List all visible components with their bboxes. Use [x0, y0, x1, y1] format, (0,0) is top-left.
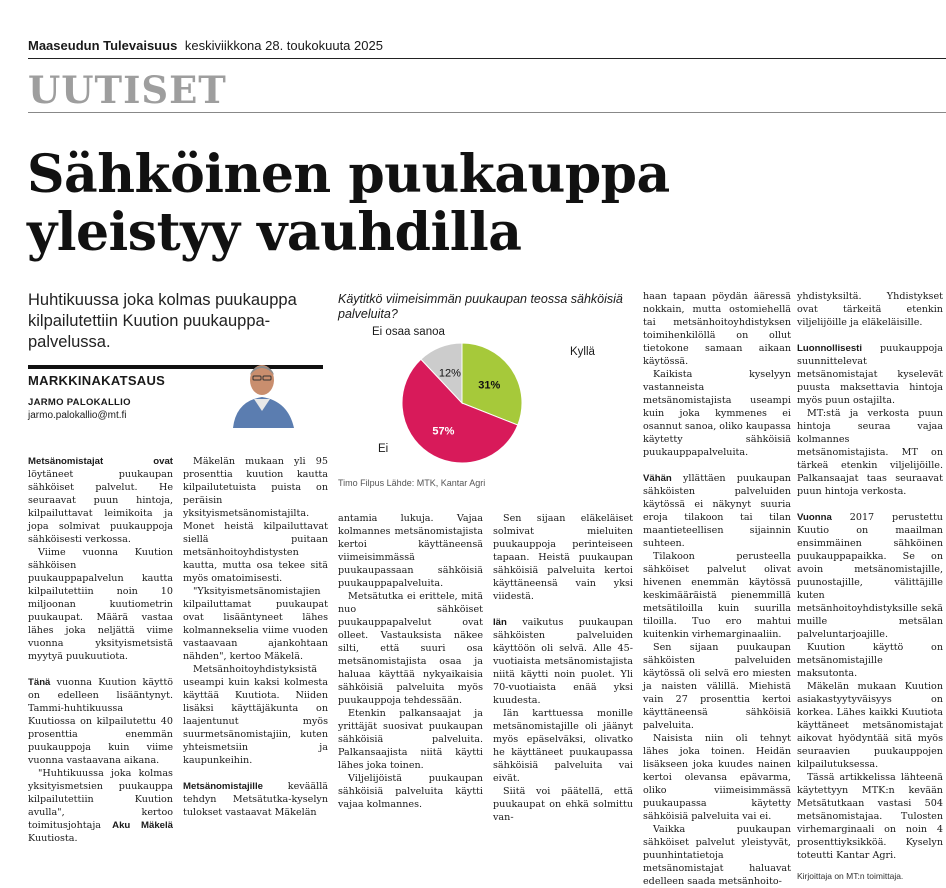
headline-line-2: yleistyy vauhdilla [27, 202, 522, 263]
author-photo [228, 353, 323, 428]
column-title: MARKKINAKATSAUS [28, 373, 166, 388]
headline [27, 146, 670, 262]
lead-paragraph: Huhtikuussa joka kolmas puukauppa kilpailutettiin Kuution puukauppa-palvelussa. [28, 291, 297, 351]
author-signature: Kirjoittaja on MT:n toimittaja. [797, 871, 904, 881]
body-column-3: antamia lukuja. Vajaa kolmannes metsänomistajista kertoi käyttäneensä viimeisimmässä puukaupassaan sähköisiä puukauppapalveluita. Metsätutka ei erittele, mitä nuo sähköiset puukauppapalvelut ovat olleet. Vastauksista näkee silti, että suuri osa metsänomistajista osaa ja haluaa käyttää nykyaikaisia sähköisiä palveluita myös puukauppoja tehdessään. Etenkin palkansaajat ja yrittäjät suosivat puukaupan sähköisiä palveluita. Palkansaajista niitä käytti lähes joka toinen. Viljelijöistä puukaupan sähköisiä palveluita käytti vajaa kolmannes. [338, 513, 483, 810]
section-rule [28, 112, 946, 113]
pie-slice-label-2: 12% [438, 367, 461, 380]
author-name: JARMO PALOKALLIO [28, 397, 131, 408]
masthead [28, 38, 383, 53]
paper-name: Maaseudun Tulevaisuus [28, 38, 178, 53]
issue-date: keskiviikkona 28. toukokuuta 2025 [184, 38, 383, 53]
body-column-1: Metsänomistajat ovat löytäneet puukaupan sähköiset palvelut. He seuraavat puun hintoja, kilpailuttavat leimikoita ja jopa solmivat puukauppoja sähköisesti verkossa. Viime vuonna Kuution sähköisen puukauppapalvelun kautta kilpailutettiin noin 10 miljoonan kuutiometrin puukaupat. Määrä vastaa lähes joka neljättä viime vuonna yksityismetsistä myytyä puukuutiota. Tänä vuonna Kuution käyttö on edelleen lisääntynyt. Tammi-huhtikuussa Kuutiossa on kilpailutettu 40 prosenttia enemmän puukauppoja kuin viime vuonna vastaavana aikana. "Huhtikuussa joka kolmas yksityismetsien puukauppa kilpailutettiin Kuution avulla", kertoo toimitusjohtaja Aku Mäkelä Kuutiosta. [28, 456, 173, 844]
pie-slice-label-0: 31% [478, 379, 501, 392]
headline-line-1: Sähköinen puukauppa [27, 144, 670, 205]
label-kylla: Kyllä [570, 346, 595, 358]
body-column-4: Sen sijaan eläkeläiset solmivat mieluiten puukauppoja perinteiseen tapaan. Heistä puukaupan sähköisiä palveluita kertoi käyttäneensä vain yksi viidestä. Iän vaikutus puukaupan sähköisten palveluiden käyttöön oli selvä. Alle 45-vuotiaista metsänomistajista niitä käytti noin puolet. Yli 70-vuotiaista enää yksi kuudesta. Iän karttuessa monille metsänomistajille oli jäänyt myös epäselväksi, olivatko he käyttäneet puukaupassa sähköisiä palveluita vai eivät. Siitä voi päätellä, että puukaupat on ehkä solmittu van- [493, 513, 633, 823]
masthead-rule [28, 58, 946, 59]
author-email: jarmo.palokallio@mt.fi [28, 410, 127, 421]
body-column-6: yhdistyksiltä. Yhdistykset ovat tärkeitä etenkin viljelijöille ja eläkeläisille. Luonnollisesti puukauppoja suunnittelevat metsänomistajat kyselevät puusta maksettavia hintoja myös puun ostajilta. MT:stä ja verkosta puun hintoja seuraa vajaa kolmannes metsänomistajista. MT on tärkeä etenkin viljelijöille. Palkansaajat taas seuraavat puun hintoja verkosta. Vuonna 2017 perustettu Kuutio on maailman ensimmäinen sähköinen puukauppapaikka. Se on avoin metsänomistajille, puunostajille, välittäjille kuten metsänhoitoyhdistyksille sekä muille metsälan palveluntarjoajille. Kuution käyttö on metsänomistajille maksutonta. Mäkelän mukaan Kuution asiakastyytyväisyys on korkea. Lähes kaikki Kuutiota käyttäneet metsänomistajat aikovat hyödyntää sitä myös seuraavien puukauppojen kilpailutuksessa. Tässä artikkelissa lähteenä käytettyyn MTK:n kevään Metsätutkaan vastasi 504 metsänomistajaa. Tulosten virhemarginaali on noin 4 prosenttiyksikköä. Kyselyn toteutti Kantar Agri. Kirjoittaja on MT:n toimittaja. [797, 291, 943, 881]
label-ei: Ei [378, 443, 389, 455]
pie-slice-label-1: 57% [432, 425, 455, 438]
chart-question: Käytitkö viimeisimmän puukaupan teossa sähköisiä palveluita? [338, 292, 623, 321]
body-column-2: Mäkelän mukaan yli 95 prosenttia kuution kautta kilpailutetuista puista on peräisin yksityismetsänomistajilta. Monet heistä kilpailuttavat siellä puitaan metsänhoitoyhdistysten kautta, mutta osa tekee sitä myös omatoimisesti. "Yksityismetsänomistajien kilpailuttamat puukaupat ovat lisääntyneet lähes kolmannekselia viime vuoden vastaavaan ajankohtaan nähden", kertoo Mäkelä. Metsänhoitoyhdistyksistä useampi kuin kaksi kolmesta käyttää Kuutiota. Niiden lisäksi käyttäjäkunta on laajentunut myös suurmetsänomistajiin, kuten yhteismetsiin ja kaupunkeihin. Metsänomistajille keväällä tehdyn Metsätutka-kyselyn tulokset vastaavat Mäkelän [183, 456, 328, 818]
body-column-5: haan tapaan pöydän ääressä nokkain, mutta ostomiehellä tai metsänhoitoyhdistyksen toimihenkilöllä on ollut tietokone samaan aikaan käytössä. Kaikista kyselyyn vastanneista metsänomistajista useampi kuin joka kymmenes ei osannut sanoa, oliko kaupassa käytetty sähköisiä puukauppapalveluita. Vähän yllättäen puukaupan sähköisten palveluiden käytössä ei näkynyt suuria eroja tilakoon tai tilan maantieteellisen sijainnin suhteen. Tilakoon perusteella sähköiset palvelut olivat hivenen enemmän käytössä keskimääräistä pienemmillä metsätiloilla kuin suurilla tiloilla. Tuo ero mahtui kuitenkin virhemarginaaliin. Sen sijaan puukaupan sähköisten palveluiden käytössä oli selvä ero miesten ja naisten välillä. Miehistä vain 27 prosenttia kertoi käyttäneensä sähköisiä palveluita. Naisista niin oli tehnyt lähes joka toinen. Heidän lisäkseen joka kuudes nainen kertoi olevansa epävarma, oliko viimeisimmässä puukaupassa käytetty sähköisiä palveluita vai ei. Vaikka puukaupan sähköiset palvelut yleistyvät, puunhintatietoja metsänomistajat haluavat edelleen saada metsänhoito- [643, 291, 791, 887]
chart-credit: Timo Filpus Lähde: MTK, Kantar Agri [338, 478, 486, 488]
label-ei-osaa-sanoa: Ei osaa sanoa [372, 326, 445, 338]
section-title: UUTISET [28, 68, 227, 112]
pie-chart [400, 328, 530, 478]
